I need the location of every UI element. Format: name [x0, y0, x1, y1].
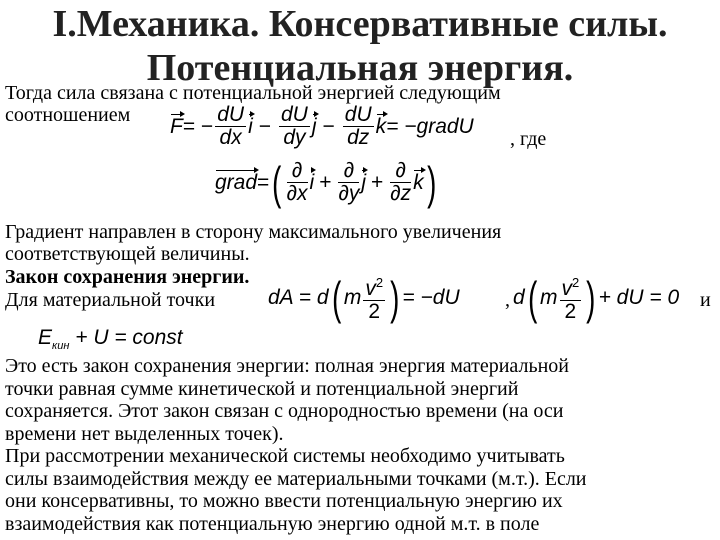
- force-vector: F: [170, 114, 183, 138]
- comma-sep: ,: [505, 289, 510, 311]
- gradient-line1: Градиент направлен в сторону максимального увеличения: [5, 221, 502, 243]
- minus-1: −: [258, 114, 271, 138]
- u-const: + U = const: [69, 326, 183, 349]
- law-heading: Закон сохранения энергии.: [5, 266, 250, 288]
- conclusion-line-2: точки равная сумме кинетической и потенциальной энергий: [5, 377, 519, 400]
- grad-unit-i: i: [309, 170, 315, 194]
- mass-2: m: [540, 285, 558, 309]
- unit-j: j: [311, 114, 317, 138]
- where-text: , где: [510, 128, 547, 150]
- conclusion-line-1: Это есть закон сохранения энергии: полная энергия материальной: [5, 355, 569, 377]
- frac-v2-2-b: $\frac{v^2}{2}$: [560, 272, 582, 323]
- conclusion-paragraph: [5, 355, 715, 535]
- ekin-formula: [38, 326, 183, 352]
- conclusion-line-7: они консервативны, то можно ввести потенциальную энергию их: [5, 490, 563, 512]
- and-text: и: [700, 289, 711, 311]
- intro-line2: соотношением: [5, 104, 131, 126]
- page-title-line2: Потенциальная энергия.: [146, 47, 574, 89]
- frac-dudy: $\frac{dU}{dy}$: [281, 103, 308, 149]
- partial-z: $\frac{\partial}{\partial z}$: [390, 159, 412, 205]
- plus-1: +: [319, 170, 332, 194]
- da-eq: dA = d: [268, 285, 329, 309]
- plus-2: +: [371, 170, 384, 194]
- paren-right-e2: ): [586, 271, 596, 324]
- paren-right-e1: ): [390, 271, 400, 324]
- paren-left-e1: (: [331, 271, 341, 324]
- ekin-E: E: [38, 326, 53, 349]
- intro-line1: Тогда сила связана с потенциальной энергией следующим: [5, 82, 501, 104]
- page-title-line1: I.Механика. Консервативные силы.: [52, 3, 668, 45]
- d-2: d: [513, 285, 525, 309]
- paren-left-e2: (: [527, 271, 537, 324]
- mass-1: m: [343, 285, 362, 309]
- energy-formula-2: [513, 272, 679, 323]
- minus-du: = −dU: [402, 285, 460, 309]
- paren-right: ): [426, 156, 436, 209]
- grad-vector: grad: [215, 170, 258, 194]
- grad-unit-j: j: [361, 170, 367, 194]
- gradient-line2: соответствующей величины.: [5, 243, 250, 265]
- energy-formula-1: [268, 272, 460, 323]
- partial-y: $\frac{\partial}{\partial y}$: [338, 159, 360, 205]
- minus-2: −: [322, 114, 335, 138]
- grad-formula: [215, 156, 439, 209]
- grad-unit-k: k: [413, 170, 424, 194]
- conclusion-line-8: взаимодействия как потенциальную энергию одной м.т. в поле: [5, 512, 540, 535]
- grad-eq: =: [257, 170, 270, 194]
- conclusion-line-6: силы взаимодействия между ее материальными точками (м.т.). Если: [5, 467, 587, 490]
- conclusion-line-5: При рассмотрении механической системы необходимо учитывать: [5, 445, 565, 467]
- conclusion-line-3: сохраняется. Этот закон связан с однородностью времени (на оси: [5, 400, 564, 422]
- frac-dudx: $\frac{dU}{dx}$: [217, 103, 245, 149]
- ekin-sub: кин: [52, 340, 70, 353]
- plus-du-zero: + dU = 0: [598, 285, 680, 309]
- unit-k: k: [375, 114, 387, 138]
- force-formula: [170, 104, 474, 149]
- grad-u: = −gradU: [386, 114, 474, 138]
- partial-x: $\frac{\partial}{\partial x}$: [286, 159, 308, 205]
- unit-i: i: [248, 114, 253, 138]
- conclusion-line-4: времени нет выделенных точек).: [5, 422, 284, 445]
- point-label: Для материальной точки: [5, 289, 216, 311]
- frac-dudz: $\frac{dU}{dz}$: [344, 103, 372, 149]
- frac-v2-2: $\frac{v^2}{2}$: [363, 272, 385, 323]
- paren-left: (: [272, 156, 282, 209]
- force-eq: = −: [182, 114, 214, 138]
